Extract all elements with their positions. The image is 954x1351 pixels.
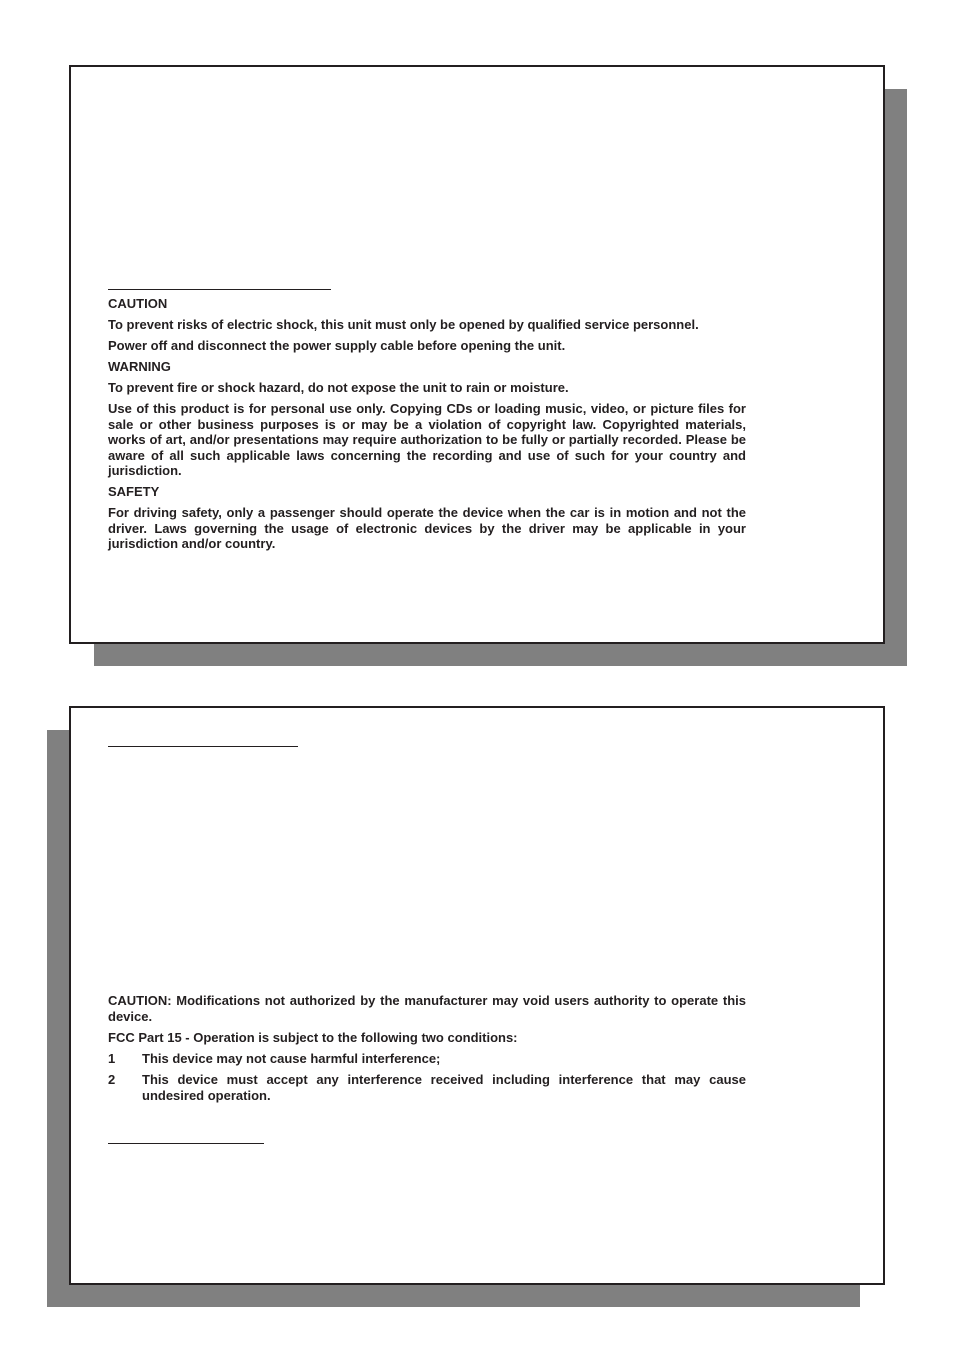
condition-number-1: 1 bbox=[108, 1051, 116, 1066]
condition-text-2: This device must accept any interference received including interference that may cause undesired operation. bbox=[142, 1072, 746, 1103]
caution-line-2: Power off and disconnect the power supply cable before opening the unit. bbox=[108, 338, 566, 353]
warning-heading: WARNING bbox=[108, 359, 171, 374]
panel1-heading-rule bbox=[108, 289, 331, 290]
condition-text-1: This device may not cause harmful interference; bbox=[142, 1051, 441, 1066]
warning-paragraph: Use of this product is for personal use only. Copying CDs or loading music, video, or picture files for sale or other business purposes is or may be a violation of copyright law. Copyrighted materials, works of art, and/or presentations may require authorization to be fully or partially recorded. Please be aware of all such applicable laws concerning the recording and use of such for your country and jurisdiction. bbox=[108, 401, 746, 478]
condition-number-2: 2 bbox=[108, 1072, 116, 1087]
safety-paragraph: For driving safety, only a passenger should operate the device when the car is in motion and not the driver. Laws governing the usage of electronic devices by the driver may be applicable in your jurisdiction and/or country. bbox=[108, 505, 746, 551]
caution-heading: CAUTION bbox=[108, 296, 168, 311]
caution-line-1: To prevent risks of electric shock, this unit must only be opened by qualified service personnel. bbox=[108, 317, 699, 332]
panel2-top-rule bbox=[108, 746, 298, 747]
safety-heading: SAFETY bbox=[108, 484, 160, 499]
panel2-bottom-rule bbox=[108, 1143, 264, 1144]
panel1 bbox=[69, 65, 885, 644]
warning-line-1: To prevent fire or shock hazard, do not expose the unit to rain or moisture. bbox=[108, 380, 569, 395]
fcc-line: FCC Part 15 - Operation is subject to the following two conditions: bbox=[108, 1030, 518, 1045]
modification-caution: CAUTION: Modifications not authorized by the manufacturer may void users authority to operate this device. bbox=[108, 993, 746, 1024]
